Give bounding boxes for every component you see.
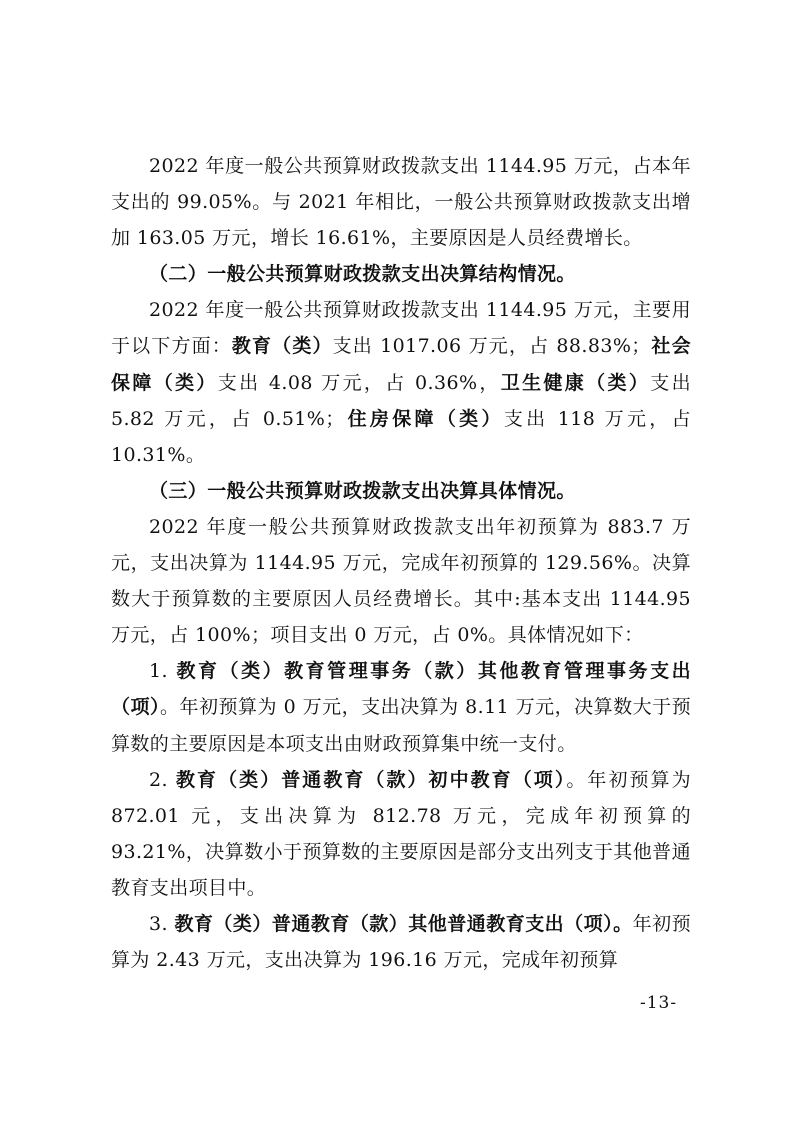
document-body: [111, 148, 691, 978]
structure-text-2: 支出 1017.06 万元，占 88.83%；: [332, 335, 651, 358]
list-item-1-title: 教育（类）教育管理事务（款）其他教育管理事务支出（项）: [111, 660, 691, 719]
structure-text-3: 支出 4.08 万元，占 0.36%，: [217, 371, 501, 394]
paragraph-expenditure-details: 2022 年度一般公共预算财政拨款支出年初预算为 883.7 万元，支出决算为 1144.95 万元，完成年初预算的 129.56%。决算数大于预算数的主要原因人员经费增长。其中:基本支出 1144.95 万元，占 100%；项目支出 0 万元，占 0%。具体情况如下：: [111, 515, 691, 647]
structure-text-4: 支出 5.82 万元，占 0.51%；: [111, 371, 691, 430]
category-health: 卫生健康（类）: [500, 371, 651, 394]
structure-text-1: 2022 年度一般公共预算财政拨款支出 1144.95 万元，主要用于以下方面：: [111, 299, 691, 358]
paragraph-expenditure-overview: 2022 年度一般公共预算财政拨款支出 1144.95 万元，占本年支出的 99.05%。与 2021 年相比，一般公共预算财政拨款支出增加 163.05 万元，增长 16.61%，主要原因是人员经费增长。: [111, 155, 691, 250]
list-item-3-title: 教育（类）普通教育（款）其他普通教育支出（项）。: [174, 912, 633, 935]
page-number: -13-: [640, 993, 678, 1013]
category-social-security: 社会保障（类）: [111, 335, 691, 394]
list-item-2-text: 。年初预算为 872.01 元，支出决算为 812.78 万元，完成年初预算的 93.21%，决算数小于预算数的主要原因是部分支出列支于其他普通教育支出项目中。: [111, 768, 691, 899]
list-item-3-text: 年初预算为 2.43 万元，支出决算为 196.16 万元，完成年初预算: [111, 912, 691, 972]
list-item-2-title: 教育（类）普通教育（款）初中教育（项）: [176, 768, 567, 791]
structure-text-5: 支出 118 万元，占 10.31%。: [111, 407, 691, 466]
list-item-2: [111, 762, 691, 906]
section-heading-structure: （二）一般公共预算财政拨款支出决算结构情况。: [149, 263, 576, 286]
list-item-3: [111, 906, 691, 978]
category-housing: 住房保障（类）: [344, 407, 504, 430]
list-item-1-number: 1.: [149, 660, 177, 683]
category-education: 教育（类）: [231, 335, 333, 358]
list-item-2-number: 2.: [149, 768, 177, 791]
list-item-1: [111, 653, 691, 761]
list-item-1-text: 。年初预算为 0 万元，支出决算为 8.11 万元，决算数大于预算数的主要原因是本项支出由财政预算集中统一支付。: [111, 696, 692, 755]
paragraph-expenditure-structure: [111, 292, 691, 472]
list-item-3-number: 3.: [149, 912, 175, 935]
section-heading-details: （三）一般公共预算财政拨款支出决算具体情况。: [149, 479, 576, 502]
